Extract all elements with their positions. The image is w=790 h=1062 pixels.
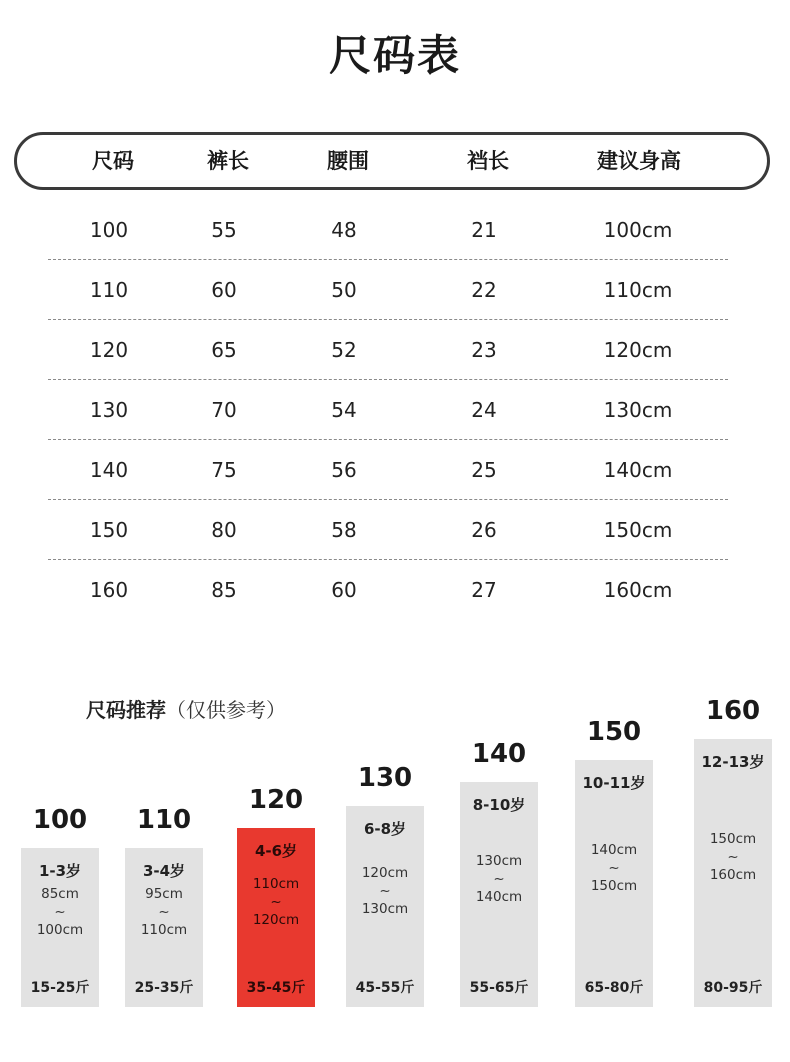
height-max: 110cm — [140, 921, 188, 938]
table-cell: 23 — [471, 338, 497, 362]
table-cell: 48 — [331, 218, 357, 242]
age-range: 6-8岁 — [363, 820, 407, 838]
height-max: 130cm — [361, 900, 409, 917]
header-suggested-height: 建议身高 — [597, 149, 681, 173]
size-bar-140 — [460, 782, 538, 1007]
age-range: 4-6岁 — [254, 842, 298, 860]
height-tilde: ~ — [379, 882, 391, 899]
height-min: 120cm — [361, 864, 409, 881]
size-bar-130 — [346, 806, 424, 1007]
height-min: 110cm — [252, 875, 300, 892]
table-cell: 110cm — [603, 278, 673, 302]
height-min: 85cm — [41, 885, 79, 902]
header-waist: 腰围 — [327, 149, 369, 173]
table-cell: 21 — [471, 218, 497, 242]
weight-range: 45-55斤 — [355, 980, 415, 996]
size-bar-100 — [21, 848, 99, 1007]
height-tilde: ~ — [270, 893, 282, 910]
table-cell: 52 — [331, 338, 357, 362]
age-range: 3-4岁 — [142, 862, 186, 880]
weight-range: 25-35斤 — [134, 980, 194, 996]
table-cell: 27 — [471, 578, 497, 602]
weight-range: 80-95斤 — [703, 980, 763, 996]
age-range: 10-11岁 — [582, 774, 646, 792]
table-cell: 50 — [331, 278, 357, 302]
height-min: 150cm — [709, 831, 757, 847]
height-max: 140cm — [475, 888, 523, 905]
table-row — [48, 380, 728, 440]
header-crotch-length: 裆长 — [467, 149, 509, 173]
size-label: 100 — [32, 805, 88, 835]
height-min: 140cm — [590, 841, 638, 858]
table-cell: 130cm — [603, 398, 673, 422]
table-cell: 25 — [471, 458, 497, 482]
weight-range: 55-65斤 — [469, 980, 529, 996]
table-cell: 65 — [211, 338, 237, 362]
height-tilde: ~ — [493, 870, 505, 887]
height-tilde: ~ — [158, 903, 170, 920]
size-bar-120 — [237, 828, 315, 1007]
table-row — [48, 440, 728, 500]
table-row — [48, 500, 728, 560]
table-cell: 150cm — [603, 518, 673, 542]
table-row — [48, 200, 728, 260]
size-label: 130 — [357, 763, 413, 793]
table-cell: 160cm — [603, 578, 673, 602]
height-tilde: ~ — [54, 903, 66, 920]
table-row — [48, 260, 728, 320]
table-row — [48, 320, 728, 380]
table-cell: 58 — [331, 518, 357, 542]
height-max: 100cm — [36, 921, 84, 938]
size-bar-150 — [575, 760, 653, 1007]
table-cell: 26 — [471, 518, 497, 542]
table-cell: 80 — [211, 518, 237, 542]
height-max: 160cm — [709, 867, 757, 883]
table-cell: 100 — [89, 218, 129, 242]
height-min: 95cm — [145, 885, 183, 902]
size-label: 110 — [136, 805, 192, 835]
table-cell: 70 — [211, 398, 237, 422]
size-label: 150 — [586, 717, 642, 747]
age-range: 1-3岁 — [38, 862, 82, 880]
table-cell: 150 — [89, 518, 129, 542]
table-header — [14, 132, 770, 190]
table-cell: 55 — [211, 218, 237, 242]
weight-range: 65-80斤 — [584, 980, 644, 996]
weight-range: 35-45斤 — [246, 980, 306, 996]
table-cell: 54 — [331, 398, 357, 422]
table-cell: 100cm — [603, 218, 673, 242]
table-cell: 140 — [89, 458, 129, 482]
table-cell: 22 — [471, 278, 497, 302]
table-cell: 110 — [89, 278, 129, 302]
height-tilde: ~ — [727, 849, 739, 865]
table-cell: 85 — [211, 578, 237, 602]
table-cell: 60 — [211, 278, 237, 302]
table-cell: 24 — [471, 398, 497, 422]
table-cell: 140cm — [603, 458, 673, 482]
height-max: 120cm — [252, 911, 300, 928]
recommend-title — [86, 694, 286, 723]
recommend-heading: 尺码推荐 — [86, 698, 166, 722]
table-cell: 130 — [89, 398, 129, 422]
header-size: 尺码 — [92, 149, 134, 173]
table-cell: 120 — [89, 338, 129, 362]
weight-range: 15-25斤 — [30, 980, 90, 996]
table-cell: 160 — [89, 578, 129, 602]
size-label: 140 — [471, 739, 527, 769]
table-cell: 120cm — [603, 338, 673, 362]
size-bar-110 — [125, 848, 203, 1007]
table-cell: 75 — [211, 458, 237, 482]
height-tilde: ~ — [608, 859, 620, 876]
height-min: 130cm — [475, 852, 523, 869]
size-bar-160 — [694, 739, 772, 1007]
size-label: 120 — [248, 785, 304, 815]
table-cell: 56 — [331, 458, 357, 482]
age-range: 8-10岁 — [472, 796, 526, 814]
age-range: 12-13岁 — [701, 753, 765, 771]
height-max: 150cm — [590, 877, 638, 894]
table-cell: 60 — [331, 578, 357, 602]
header-pants-length: 裤长 — [207, 149, 249, 173]
size-label: 160 — [705, 696, 761, 726]
table-row — [48, 560, 728, 620]
recommend-note: （仅供参考） — [166, 698, 286, 722]
page-title: 尺码表 — [328, 31, 461, 80]
